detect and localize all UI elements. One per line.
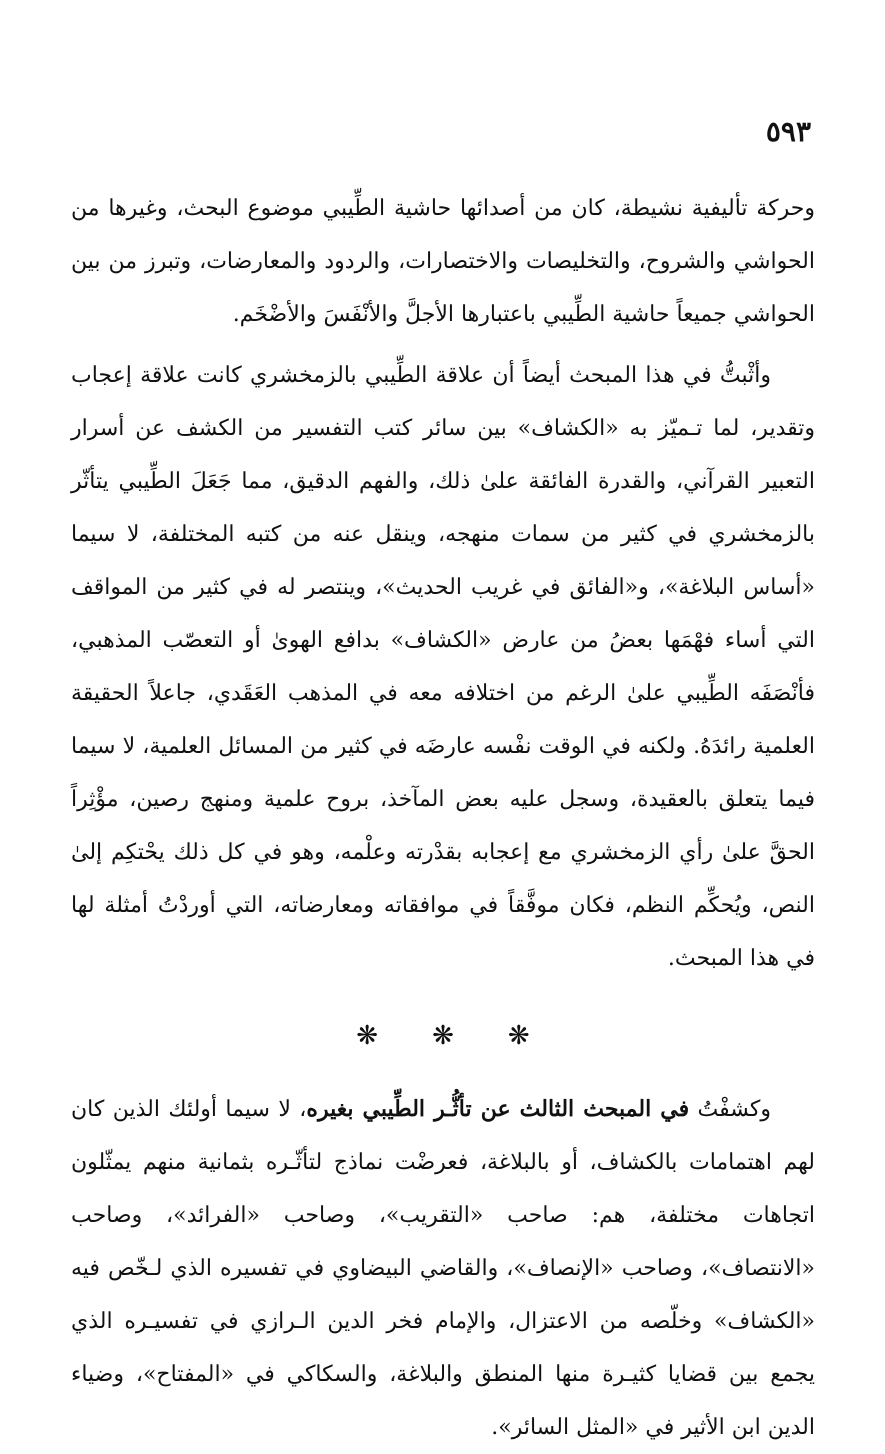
main-text-block [71,182,815,1454]
paragraph-3-rest: ، لا سيما أولئك الذين كان لهم اهتمامات بالكشاف، أو بالبلاغة، فعرضْت نماذج لتأثّـره بثمانية منهم يمثّلون اتجاهات مختلفة، هم: صاحب «التقريب»، وصاحب «الفرائد»، وصاحب «الانتصاف»، وصاحب «الإنصاف»، والقاضي البيضاوي في تفسيره الذي لـخّص فيه «الكشاف» وخلّصه من الاعتزال، والإمام فخر الدين الـرازي في تفسيـره الذي يجمع بين قضايا كثيـرة منها المنطق والبلاغة، والسكاكي في «المفتاح»، وضياء الدين ابن الأثير في «المثل السائر». [71,1097,815,1440]
paragraph-3 [71,1083,815,1454]
separator-star-icon: ❋ [507,1021,530,1051]
paragraph-1: وحركة تأليفية نشيطة، كان من أصدائها حاشية الطِّيبي موضوع البحث، وغيرها من الحواشي والشروح، والتخليصات والاختصارات، والردود والمعارضات، وتبرز من بين الحواشي جميعاً حاشية الطِّيبي باعتبارها الأجلَّ والأنْفَسَ والأضْخَم. [71,196,815,327]
paragraph-3-emphasis: في المبحث الثالث عن تأثُّـر الطِّيبي بغيره [306,1096,690,1122]
page-number: ٥٩٣ [765,115,811,148]
section-separator [71,1007,815,1065]
paragraph-3-lead: وكشفْتُ [689,1097,772,1122]
separator-star-icon: ❋ [432,1021,454,1051]
paragraph-2: وأثْبتُّ في هذا المبحث أيضاً أن علاقة الطِّيبي بالزمخشري كانت علاقة إعجاب وتقدير، لما تـميّز به «الكشاف» بين سائر كتب التفسير من الكشف عن أسرار التعبير القرآني، والقدرة الفائقة علىٰ ذلك، والفهم الدقيق، مما جَعَلَ الطِّيبي يتأثّر بالزمخشري في كثير من سمات منهجه، وينقل عنه من كتبه المختلفة، لا سيما «أساس البلاغة»، و«الفائق في غريب الحديث»، وينتصر له في كثير من المواقف التي أساء فهْمَها بعضُ من عارض «الكشاف» بدافع الهوىٰ أو التعصّب المذهبي، فأنْصَفَه الطِّيبي علىٰ الرغم من اختلافه معه في المذهب العَقَدي، جاعلاً الحقيقة العلمية رائدَهُ. ولكنه في الوقت نفْسه عارضَه في كثير من المسائل العلمية، لا سيما فيما يتعلق بالعقيدة، وسجل عليه بعض المآخذ، بروح علمية ومنهج رصين، مؤْثِراً الحقَّ علىٰ رأي الزمخشري مع إعجابه بقدْرته وعلْمه، وهو في كل ذلك يحْتكِم إلىٰ النص، ويُحكِّم النظم، فكان موفَّقاً في موافقاته ومعارضاته، التي أوردْتُ أمثلة لها في هذا المبحث. [71,363,815,971]
separator-star-icon: ❋ [356,1021,379,1051]
